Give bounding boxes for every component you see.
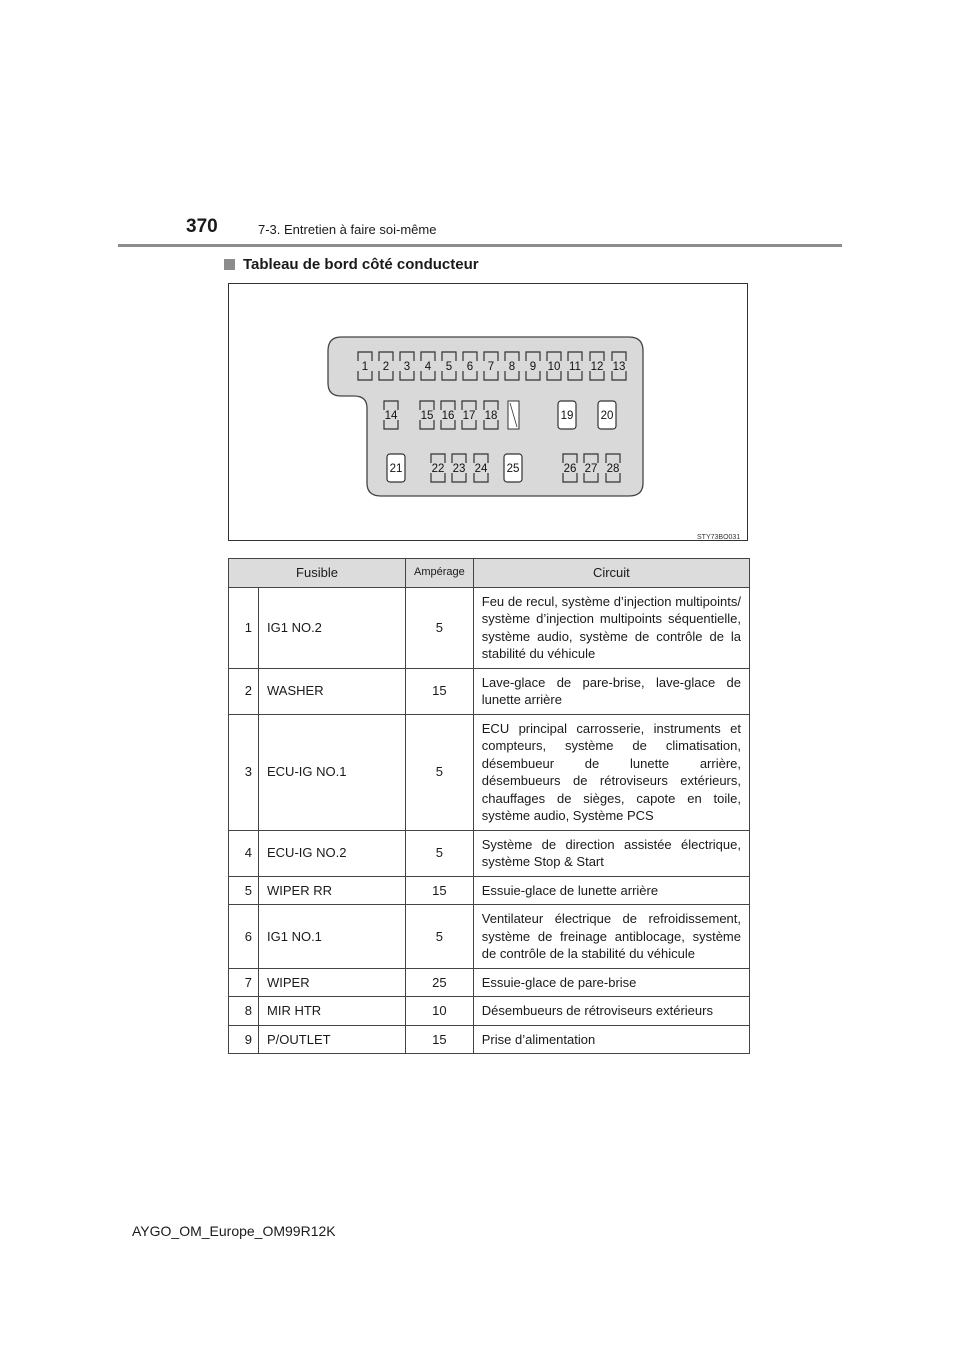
fuse-number-cell: 6 [229, 905, 259, 969]
fuse-label: 1 [361, 361, 369, 373]
fuse-name-cell: ECU-IG NO.1 [259, 714, 406, 830]
fuse-label: 23 [452, 463, 466, 475]
fuse-label: 3 [403, 361, 411, 373]
circuit-cell: Lave-glace de pare-brise, lave-glace de lunette arrière [473, 668, 749, 714]
amperage-cell: 15 [406, 876, 474, 905]
fuse-name-cell: WIPER RR [259, 876, 406, 905]
fuse-label: 10 [547, 361, 561, 373]
fuse-name-cell: WIPER [259, 968, 406, 997]
fuse-label: 15 [420, 410, 434, 422]
fuse-name-cell: ECU-IG NO.2 [259, 830, 406, 876]
header-divider [118, 244, 842, 247]
square-bullet-icon [224, 259, 235, 270]
circuit-cell: Essuie-glace de pare-brise [473, 968, 749, 997]
fuse-name-cell: MIR HTR [259, 997, 406, 1026]
fuse-label: 12 [590, 361, 604, 373]
table-header-row [229, 559, 750, 588]
amperage-cell: 10 [406, 997, 474, 1026]
table-row [229, 876, 750, 905]
table-row [229, 1025, 750, 1054]
amperage-cell: 25 [406, 968, 474, 997]
fuse-label: 2 [382, 361, 390, 373]
fuse-label: 21 [389, 463, 403, 475]
amperage-cell: 15 [406, 1025, 474, 1054]
amperage-cell: 5 [406, 830, 474, 876]
subsection-heading [224, 256, 479, 273]
fuse-name-cell: P/OUTLET [259, 1025, 406, 1054]
fuse-label: 28 [606, 463, 620, 475]
table-row [229, 668, 750, 714]
fuse-number-cell: 5 [229, 876, 259, 905]
fuse-number-cell: 8 [229, 997, 259, 1026]
amperage-cell: 5 [406, 587, 474, 668]
fuse-label: 27 [584, 463, 598, 475]
circuit-cell: Désembueurs de rétroviseurs extérieurs [473, 997, 749, 1026]
fuse-number-cell: 1 [229, 587, 259, 668]
table-row [229, 905, 750, 969]
table-row [229, 587, 750, 668]
circuit-cell: Essuie-glace de lunette arrière [473, 876, 749, 905]
fuse-number-cell: 2 [229, 668, 259, 714]
fuse-label: 6 [466, 361, 474, 373]
page-number: 370 [186, 216, 218, 237]
circuit-cell: Feu de recul, système d’injection multipoints/ système d’injection multipoints séquentielle, système audio, système de contrôle de la stabilité du véhicule [473, 587, 749, 668]
fuse-label: 19 [560, 410, 574, 422]
amperage-cell: 5 [406, 905, 474, 969]
fuse-25 [504, 454, 522, 482]
fuse-name-cell: IG1 NO.2 [259, 587, 406, 668]
fuse-label: 11 [569, 361, 581, 373]
empty-fuse-slot [508, 401, 519, 429]
fuse-label: 17 [462, 410, 476, 422]
fuse-label: 7 [487, 361, 495, 373]
fuse-number-cell: 7 [229, 968, 259, 997]
fuse-name-cell: WASHER [259, 668, 406, 714]
table-row [229, 830, 750, 876]
fuse-19 [558, 401, 576, 429]
header-circuit: Circuit [473, 559, 749, 588]
fuse-label: 22 [431, 463, 445, 475]
fuse-label: 24 [474, 463, 488, 475]
fuse-number-cell: 3 [229, 714, 259, 830]
document-footer: AYGO_OM_Europe_OM99R12K [132, 1223, 336, 1239]
table-row [229, 968, 750, 997]
fuse-20 [598, 401, 616, 429]
fuse-label: 16 [441, 410, 455, 422]
fuse-label: 13 [612, 361, 626, 373]
fuse-label: 9 [529, 361, 537, 373]
fuse-number-cell: 4 [229, 830, 259, 876]
section-title: 7-3. Entretien à faire soi-même [258, 222, 437, 237]
subsection-heading-text: Tableau de bord côté conducteur [243, 256, 479, 273]
fuse-label: 18 [484, 410, 498, 422]
amperage-cell: 15 [406, 668, 474, 714]
fuse-table [228, 558, 750, 1054]
diagram-code: STY73BO031 [697, 534, 741, 541]
table-row [229, 714, 750, 830]
circuit-cell: Ventilateur électrique de refroidissement, système de freinage antiblocage, système de contrôle de la stabilité du véhicule [473, 905, 749, 969]
fuse-label: 4 [424, 361, 432, 373]
circuit-cell: ECU principal carrosserie, instruments et compteurs, système de climatisation, désembueur de lunette arrière, désembueurs de rétroviseurs extérieurs, chauffages de sièges, capote en toile, système audio, Système PCS [473, 714, 749, 830]
fuse-number-cell: 9 [229, 1025, 259, 1054]
amperage-cell: 5 [406, 714, 474, 830]
fuse-label: 14 [384, 410, 398, 422]
fuse-name-cell: IG1 NO.1 [259, 905, 406, 969]
fuse-box-diagram [228, 283, 748, 541]
fuse-label: 20 [600, 410, 614, 422]
fuse-label: 5 [445, 361, 453, 373]
header-amperage: Ampérage [406, 559, 474, 588]
fuse-label: 25 [506, 463, 520, 475]
table-row [229, 997, 750, 1026]
fuse-box-illustration [229, 284, 749, 542]
circuit-cell: Prise d’alimentation [473, 1025, 749, 1054]
header-fuse: Fusible [229, 559, 406, 588]
fuse-label: 26 [563, 463, 577, 475]
fuse-21 [387, 454, 405, 482]
fuse-label: 8 [508, 361, 516, 373]
circuit-cell: Système de direction assistée électrique, système Stop & Start [473, 830, 749, 876]
